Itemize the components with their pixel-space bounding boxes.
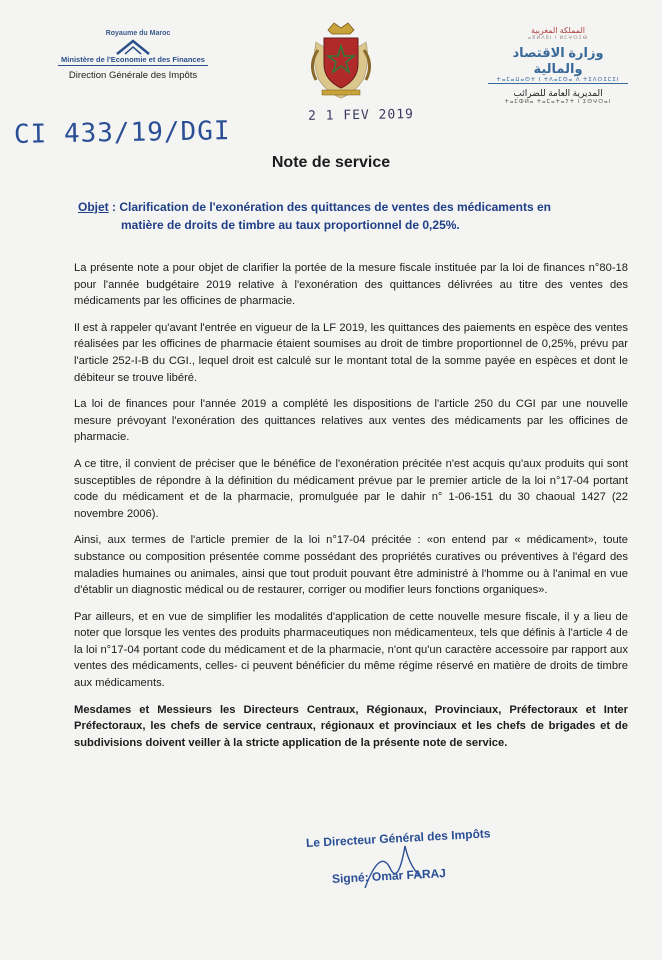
paragraph: La loi de finances pour l'année 2019 a complété les dispositions de l'article 250 du CGI par une nouvelle mesure prévoyant l'exonération des quittances relatives aux ventes des médicaments par les officines de pharmacie. xyxy=(74,398,628,444)
header-right xyxy=(488,26,628,105)
direction-arabic-label: المديرية العامة للضرائب xyxy=(513,88,603,98)
paragraph: Par ailleurs, et en vue de simplifier les modalités d'application de cette nouvelle mesure fiscale, il y a lieu de noter que lorsque les ventes des produits pharmaceutiques non médicamenteux, tels que définis à l'article 4 de la loi n°17-04 portant code du médicament et de la pharmacie, n'ont qu'un caractère accessoire par rapport aux ventes des médicaments, celles- ci peuvent bénéficier du même régime réservé en matière de droits de timbre aux médicaments. xyxy=(74,610,628,690)
royal-emblem-icon xyxy=(306,20,376,102)
objet-line-1: : Clarification de l'exonération des quittances de ventes des médicaments en xyxy=(108,200,551,214)
royaume-label: Royaume du Maroc xyxy=(105,30,171,37)
direction-label: Direction Générale des Impôts xyxy=(68,70,198,81)
paragraph: La présente note a pour objet de clarifier la portée de la mesure fiscale instituée par la loi de finances n°80-18 pour l'année budgétaire 2019 relative à l'exonération des quittances délivrées au titre des ventes des médicaments par les officines de pharmacie. xyxy=(74,262,628,308)
kingdom-tifinagh-label: ⴰⴳⵍⴷⵓⵏ ⵏ ⵍⵎⵖⵔⵉⴱ xyxy=(527,35,589,41)
paragraph: Il est à rappeler qu'avant l'entrée en vigueur de la LF 2019, les quittances des paiements en espèce des ventes réalisées par les officines de pharmacie étaient soumises au droit de timbre proportionnel de 0,25%, prévu par l'article 252-I-B du CGI., lequel droit est calculé sur le montant total de la somme payée en espèces et dont le débiteur se trouve libéré. xyxy=(74,321,628,384)
header-left xyxy=(58,30,208,81)
signatory-title: Le Directeur Général des Impôts xyxy=(305,826,491,850)
date-stamp: 2 1 FEV 2019 xyxy=(307,107,415,124)
signatory-name: Signé: Omar FARAJ xyxy=(331,866,447,886)
direction-tifinagh-label: ⵜⴰⵎⵀⵍⴰ ⵜⴰⵎⴰⵜⴰⵢⵜ ⵏ ⵉⵙⵖⵔⴰⵏ xyxy=(504,99,612,105)
reference-number: CI 433/19/DGI xyxy=(13,116,231,150)
note-body xyxy=(74,260,628,761)
page-title: Note de service xyxy=(271,154,391,171)
closing-paragraph: Mesdames et Messieurs les Directeurs Centraux, Régionaux, Provinciaux, Préfectoraux et Inter Préfectoraux, les chefs de service centraux, régionaux et provinciaux et les chefs de brigades et de subdivisions doivent veiller à la stricte application de la présente note de service. xyxy=(74,703,628,749)
paragraph: A ce titre, il convient de préciser que le bénéfice de l'exonération précitée n'est acquis qu'aux produits qui sont susceptibles de répondre à la définition du médicament prévue par le premier article de la loi n°17-04 portant code du médicament et de la pharmacie, promulguée par le dahir n° 1-06-151 du 30 chaoual 1427 (22 novembre 2006). xyxy=(74,457,628,520)
objet-line-2: matière de droits de timbre au taux proportionnel de 0,25%. xyxy=(121,218,460,232)
kingdom-arabic-label: المملكة المغربية xyxy=(531,26,585,35)
objet-label: Objet xyxy=(78,200,109,214)
handwritten-signature-icon xyxy=(360,838,430,898)
ministry-label: Ministère de l'Economie et des Finances xyxy=(58,55,208,66)
ministry-logo-icon xyxy=(113,39,153,55)
objet-block xyxy=(78,198,618,234)
ministry-tifinagh-label: ⵜⴰⵎⴰⵡⴰⵙⵜ ⵏ ⵜⴷⴰⵎⵙⴰ ⴷ ⵜⵉⴷⵔⵉⵎⵉⵏ xyxy=(488,77,628,84)
paragraph: Ainsi, aux termes de l'article premier de la loi n°17-04 précitée : «on entend par « médicament», toute substance ou composition présentée comme possédant des propriétés curatives ou préventives à l'égard des maladies humaines ou animales, ainsi que tout produit pouvant être administré à l'homme ou à l'animal en vue d'établir un diagnostic médical ou de restaurer, corriger ou modifier leurs fonctions organiques». xyxy=(74,534,628,597)
ministry-arabic-label: وزارة الاقتصاد والمالية xyxy=(512,45,604,76)
